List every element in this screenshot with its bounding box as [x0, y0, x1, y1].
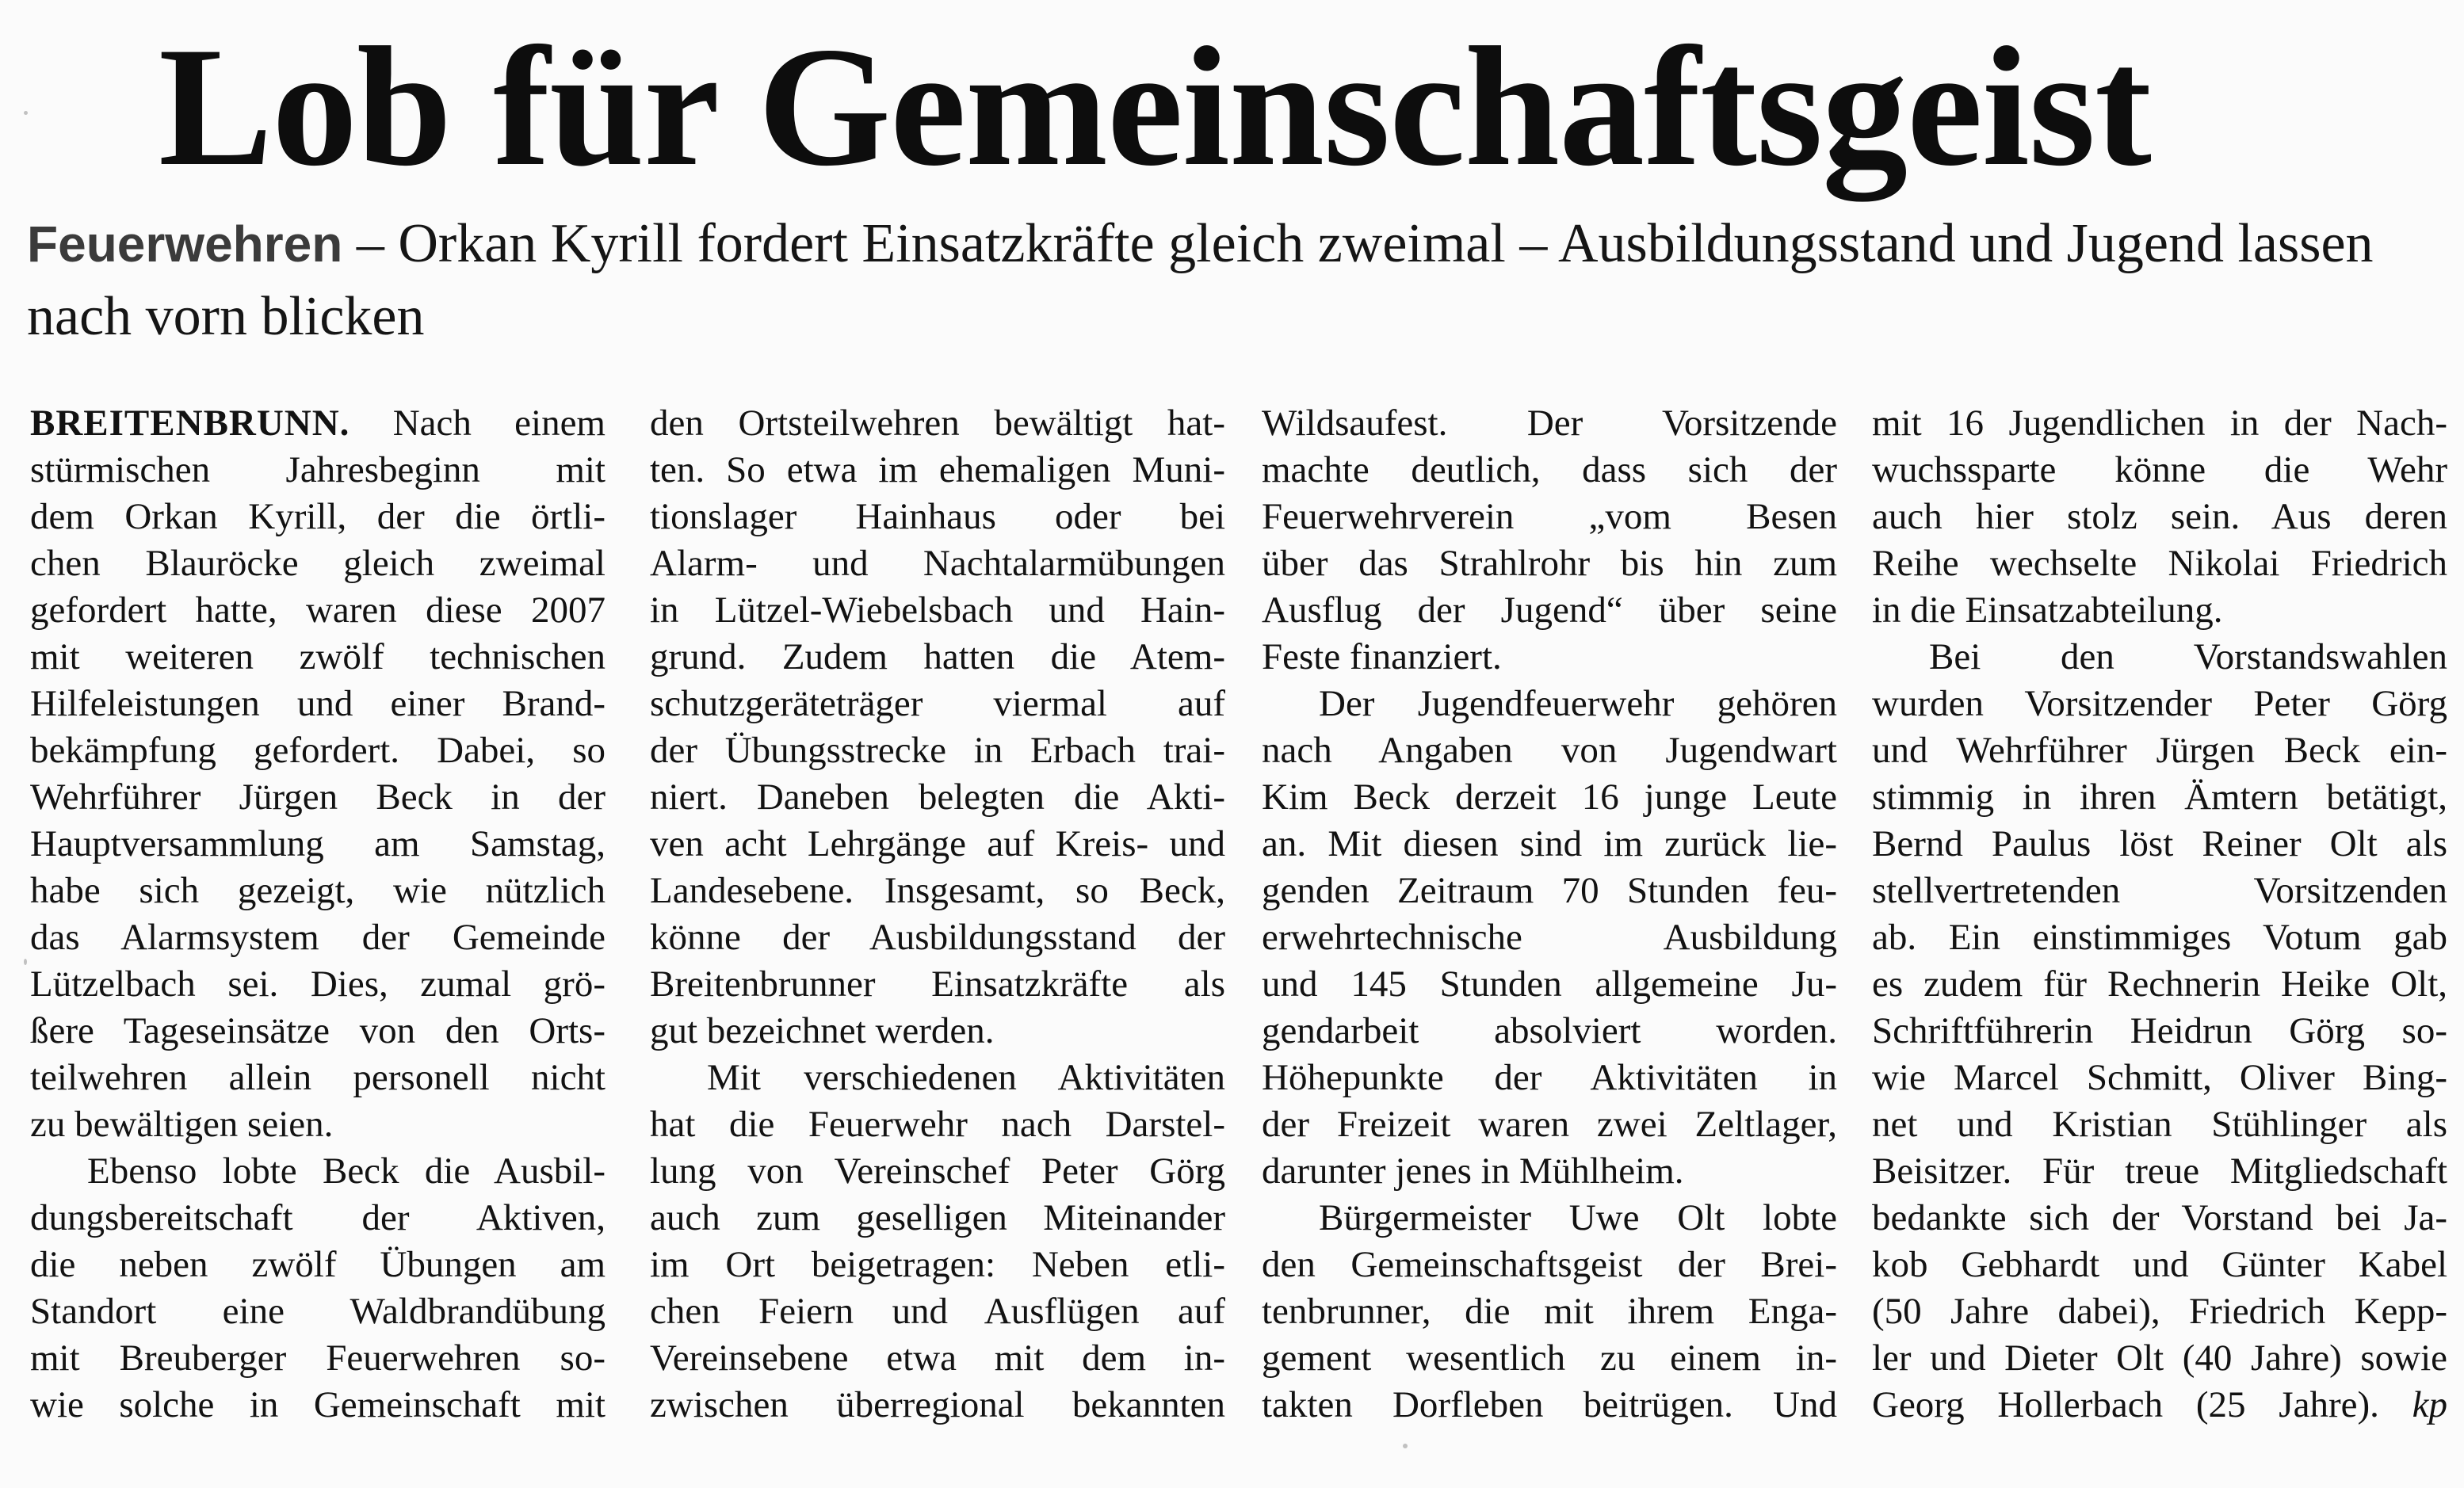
article-line	[30, 961, 605, 1008]
article-line	[650, 914, 1225, 961]
article-line-text: Reihe wechselte Nikolai Friedrich	[1872, 543, 2447, 584]
article-line-text: genden Zeitraum 70 Stunden feu-	[1262, 870, 1837, 911]
article-line-text: Vereinsebene etwa mit dem in-	[650, 1337, 1225, 1379]
article-line-text: wuchssparte könne die Wehr	[1872, 449, 2447, 490]
article-line-text: auch hier stolz sein. Aus deren	[1872, 496, 2447, 537]
article-line	[1872, 1055, 2447, 1101]
article-line	[1872, 1148, 2447, 1195]
article-line-text: Beisitzer. Für treue Mitgliedschaft	[1872, 1150, 2447, 1192]
article-line	[1262, 540, 1837, 587]
article-line-text: es zudem für Rechnerin Heike Olt,	[1872, 963, 2447, 1005]
article-line-text: Lützelbach sei. Dies, zumal grö-	[30, 963, 605, 1005]
article-line	[650, 681, 1225, 727]
article-line-text: niert. Daneben belegten die Akti-	[650, 776, 1225, 818]
article-line	[1262, 1055, 1837, 1101]
article-line-text: wie Marcel Schmitt, Oliver Bing-	[1872, 1057, 2447, 1098]
article-line-text: chen Blauröcke gleich zweimal	[30, 543, 605, 584]
article-line	[1872, 587, 2447, 634]
article-line-text: in die Einsatzabteilung.	[1872, 589, 2223, 631]
article-line	[1262, 587, 1837, 634]
article-column-4	[1872, 400, 2447, 1429]
article-line-text: der Freizeit waren zwei Zeltlager,	[1262, 1104, 1837, 1145]
article-line-text: Ausflug der Jugend“ über seine	[1262, 589, 1837, 631]
article-line-text: Der Jugendfeuerwehr gehören	[1319, 683, 1837, 724]
article-line	[1872, 1335, 2447, 1382]
article-line	[30, 727, 605, 774]
article-line-text: Höhepunkte der Aktivitäten in	[1262, 1057, 1837, 1098]
article-line	[1872, 1008, 2447, 1055]
article-line-text: ab. Ein einstimmiges Votum gab	[1872, 917, 2447, 958]
article-line-text: takten Dorfleben beitrügen. Und	[1262, 1384, 1837, 1425]
article-line	[30, 1195, 605, 1242]
article-line-text: Mit verschiedenen Aktivitäten	[707, 1057, 1225, 1098]
article-line	[1872, 1242, 2447, 1288]
article-line-text: Schriftführerin Heidrun Görg so-	[1872, 1010, 2447, 1051]
article-line-text: den Ortsteilwehren bewältigt hat-	[650, 403, 1225, 444]
article-line-text: gut bezeichnet werden.	[650, 1010, 995, 1051]
article-line-text: tenbrunner, die mit ihrem Enga-	[1262, 1291, 1837, 1332]
article-line-text: net und Kristian Stühlinger als	[1872, 1104, 2447, 1145]
article-line	[650, 587, 1225, 634]
article-line	[650, 1242, 1225, 1288]
article-line	[1872, 1195, 2447, 1242]
article-line-text: könne der Ausbildungsstand der	[650, 917, 1225, 958]
article-line	[650, 400, 1225, 447]
article-line	[30, 400, 605, 447]
article-line	[30, 1008, 605, 1055]
article-line-text: habe sich gezeigt, wie nützlich	[30, 870, 605, 911]
article-line-text: darunter jenes in Mühlheim.	[1262, 1150, 1684, 1192]
article-line	[30, 1288, 605, 1335]
headline: Lob für Gemeinschaftsgeist	[159, 12, 2151, 201]
article-line	[1262, 1195, 1837, 1242]
article-line	[1872, 447, 2447, 494]
article-line	[30, 1101, 605, 1148]
article-line	[650, 1008, 1225, 1055]
article-line-text: Nach einem	[350, 403, 605, 444]
article-column-2	[650, 400, 1225, 1429]
article-line	[1262, 681, 1837, 727]
article-line	[1262, 1382, 1837, 1429]
article-line	[30, 821, 605, 868]
article-line	[1872, 400, 2447, 447]
article-line	[1262, 821, 1837, 868]
article-line-text: ten. So etwa im ehemaligen Muni-	[650, 449, 1225, 490]
article-line	[1872, 1288, 2447, 1335]
article-column-1	[30, 400, 605, 1429]
article-line-text: und Wehrführer Jürgen Beck ein-	[1872, 730, 2447, 771]
article-line	[30, 1242, 605, 1288]
article-line	[1262, 634, 1837, 681]
article-line	[1872, 774, 2447, 821]
article-line-text: ßere Tageseinsätze von den Orts-	[30, 1010, 605, 1051]
author-signature: kp	[2412, 1384, 2447, 1425]
article-line-text: Bürgermeister Uwe Olt lobte	[1319, 1197, 1837, 1238]
article-line-text: hat die Feuerwehr nach Darstel-	[650, 1104, 1225, 1145]
article-line	[650, 1335, 1225, 1382]
article-line-text: ven acht Lehrgänge auf Kreis- und	[650, 823, 1225, 864]
article-line-text: gefordert hatte, waren diese 2007	[30, 589, 605, 631]
article-line	[650, 634, 1225, 681]
article-line	[1872, 1382, 2447, 1429]
article-line-text: über das Strahlrohr bis hin zum	[1262, 543, 1837, 584]
article-line-text: machte deutlich, dass sich der	[1262, 449, 1837, 490]
print-speck	[24, 959, 27, 965]
article-line	[650, 1055, 1225, 1101]
article-line-text: stellvertretenden Vorsitzenden	[1872, 870, 2447, 911]
article-line	[1872, 681, 2447, 727]
article-line-text: Alarm- und Nachtalarmübungen	[650, 543, 1225, 584]
article-line	[30, 447, 605, 494]
article-line	[30, 1335, 605, 1382]
article-line	[1262, 1008, 1837, 1055]
subhead-text: – Orkan Kyrill fordert Einsatzkräfte gleich zweimal – Ausbildungsstand und Jugend lassen nach vorn blicken	[27, 213, 2374, 347]
article-line	[1872, 868, 2447, 914]
article-line-text: dungsbereitschaft der Aktiven,	[30, 1197, 605, 1238]
article-line	[650, 494, 1225, 540]
article-line-text: zwischen überregional bekannten	[650, 1384, 1225, 1425]
print-speck	[24, 111, 28, 115]
article-line-text: kob Gebhardt und Günter Kabel	[1872, 1244, 2447, 1285]
article-line-text: nach Angaben von Jugendwart	[1262, 730, 1837, 771]
article-line	[30, 634, 605, 681]
article-body	[0, 400, 2464, 1462]
article-line-text: Bei den Vorstandswahlen	[1929, 636, 2447, 677]
dateline: BREITENBRUNN.	[30, 403, 350, 444]
article-line	[650, 1382, 1225, 1429]
article-line-text: Hilfeleistungen und einer Brand-	[30, 683, 605, 724]
article-line	[1262, 868, 1837, 914]
article-line	[1872, 961, 2447, 1008]
subheadline	[27, 208, 2412, 353]
article-line	[30, 1148, 605, 1195]
article-line	[650, 1148, 1225, 1195]
article-line-text: erwehrtechnische Ausbildung	[1262, 917, 1837, 958]
article-line-text: mit Breuberger Feuerwehren so-	[30, 1337, 605, 1379]
article-line-text: teilwehren allein personell nicht	[30, 1057, 605, 1098]
article-line	[1262, 447, 1837, 494]
article-line-text: das Alarmsystem der Gemeinde	[30, 917, 605, 958]
article-line-text: Kim Beck derzeit 16 junge Leute	[1262, 776, 1837, 818]
article-line-text: stimmig in ihren Ämtern betätigt,	[1872, 776, 2447, 818]
article-line-text: Landesebene. Insgesamt, so Beck,	[650, 870, 1225, 911]
article-line	[1872, 914, 2447, 961]
article-line-text: Georg Hollerbach (25 Jahre).	[1872, 1384, 2379, 1425]
article-line	[650, 1101, 1225, 1148]
article-line	[30, 774, 605, 821]
article-line	[650, 1288, 1225, 1335]
article-line-text: chen Feiern und Ausflügen auf	[650, 1291, 1225, 1332]
article-line	[1262, 727, 1837, 774]
article-line-text: Breitenbrunner Einsatzkräfte als	[650, 963, 1225, 1005]
article-line-text: auch zum geselligen Miteinander	[650, 1197, 1225, 1238]
article-line-text: (50 Jahre dabei), Friedrich Kepp-	[1872, 1291, 2447, 1332]
article-line	[1262, 400, 1837, 447]
article-line	[30, 587, 605, 634]
article-line-text: Bernd Paulus löst Reiner Olt als	[1872, 823, 2447, 864]
article-line-text: stürmischen Jahresbeginn mit	[30, 449, 605, 490]
article-line-text: im Ort beigetragen: Neben etli-	[650, 1244, 1225, 1285]
article-line	[650, 961, 1225, 1008]
article-line-text: Wildsaufest. Der Vorsitzende	[1262, 403, 1837, 444]
article-line	[30, 681, 605, 727]
article-line	[650, 1195, 1225, 1242]
article-line-text: wurden Vorsitzender Peter Görg	[1872, 683, 2447, 724]
article-line-text: bekämpfung gefordert. Dabei, so	[30, 730, 605, 771]
article-line-text: und 145 Stunden allgemeine Ju-	[1262, 963, 1837, 1005]
article-line	[1872, 821, 2447, 868]
article-line	[1872, 540, 2447, 587]
article-line-text: grund. Zudem hatten die Atem-	[650, 636, 1225, 677]
article-line	[1872, 494, 2447, 540]
article-line	[1872, 727, 2447, 774]
article-line-text: mit 16 Jugendlichen in der Nach-	[1872, 403, 2447, 444]
article-line	[1262, 774, 1837, 821]
article-line-text: tionslager Hainhaus oder bei	[650, 496, 1225, 537]
article-line	[650, 774, 1225, 821]
article-line	[1262, 494, 1837, 540]
article-line	[1262, 914, 1837, 961]
article-line-text: Wehrführer Jürgen Beck in der	[30, 776, 605, 818]
article-line-text: schutzgeräteträger viermal auf	[650, 683, 1225, 724]
article-line-text: der Übungsstrecke in Erbach trai-	[650, 730, 1225, 771]
article-line-text: an. Mit diesen sind im zurück lie-	[1262, 823, 1837, 864]
article-line	[30, 914, 605, 961]
article-line-text: zu bewältigen seien.	[30, 1104, 334, 1145]
article-line	[650, 821, 1225, 868]
article-line-text: Hauptversammlung am Samstag,	[30, 823, 605, 864]
article-line-text: ler und Dieter Olt (40 Jahre) sowie	[1872, 1337, 2447, 1379]
article-line	[30, 1382, 605, 1429]
article-line-text: in Lützel-Wiebelsbach und Hain-	[650, 589, 1225, 631]
article-line-text: den Gemeinschaftsgeist der Brei-	[1262, 1244, 1837, 1285]
article-line	[1262, 1335, 1837, 1382]
article-line	[1262, 1101, 1837, 1148]
article-line-text: mit weiteren zwölf technischen	[30, 636, 605, 677]
article-line	[1262, 1148, 1837, 1195]
article-line	[650, 727, 1225, 774]
article-column-3	[1262, 400, 1837, 1429]
article-line-text: Standort eine Waldbrandübung	[30, 1291, 605, 1332]
article-line	[1262, 1242, 1837, 1288]
article-line	[650, 447, 1225, 494]
article-line-text: lung von Vereinschef Peter Görg	[650, 1150, 1225, 1192]
article-line-text: Ebenso lobte Beck die Ausbil-	[87, 1150, 605, 1192]
article-line	[1262, 1288, 1837, 1335]
article-line	[30, 494, 605, 540]
article-line-text: wie solche in Gemeinschaft mit	[30, 1384, 605, 1425]
article-line	[30, 1055, 605, 1101]
article-line-text: die neben zwölf Übungen am	[30, 1244, 605, 1285]
print-speck	[1403, 1444, 1408, 1448]
article-line-text: gement wesentlich zu einem in-	[1262, 1337, 1837, 1379]
article-line	[1262, 961, 1837, 1008]
article-line	[650, 868, 1225, 914]
article-line	[1872, 634, 2447, 681]
article-line	[1872, 1101, 2447, 1148]
subhead-kicker: Feuerwehren	[27, 216, 343, 273]
article-line-text: Feste finanziert.	[1262, 636, 1502, 677]
article-line-text: dem Orkan Kyrill, der die örtli-	[30, 496, 605, 537]
article-line	[650, 540, 1225, 587]
article-line-text: Feuerwehrverein „vom Besen	[1262, 496, 1837, 537]
article-line-text: gendarbeit absolviert worden.	[1262, 1010, 1837, 1051]
article-line	[30, 540, 605, 587]
article-line	[30, 868, 605, 914]
article-line-text: bedankte sich der Vorstand bei Ja-	[1872, 1197, 2447, 1238]
